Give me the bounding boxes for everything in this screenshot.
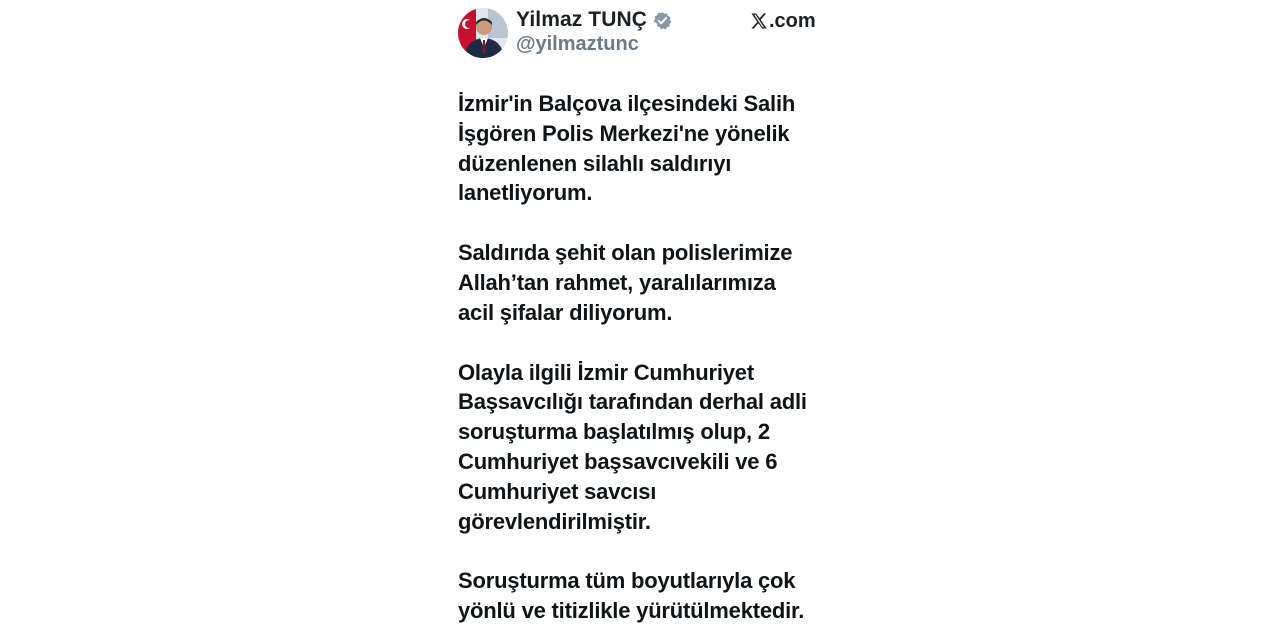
- post-body: [458, 89, 828, 640]
- post-paragraph-2: Saldırıda şehit olan polislerimize Allah’tan rahmet, yaralılarımıza acil şifalar diliyorum.: [458, 240, 793, 325]
- brand-suffix: .com: [769, 9, 816, 32]
- post-card: [458, 0, 820, 640]
- brand-watermark: [750, 9, 816, 33]
- profile-photo-icon: [458, 8, 508, 58]
- post-header: [458, 0, 820, 62]
- post-paragraph-1: İzmir'in Balçova ilçesindeki Salih İşgören Polis Merkezi'ne yönelik düzenlenen silahlı saldırıyı lanetliyorum.: [458, 91, 796, 206]
- avatar[interactable]: [458, 8, 508, 58]
- x-logo-icon: [750, 12, 768, 30]
- author-handle[interactable]: @yilmaztunc: [516, 33, 639, 55]
- verified-badge-icon: [653, 11, 672, 30]
- name-row: [516, 6, 672, 34]
- post-paragraph-4: Soruşturma tüm boyutlarıyla çok yönlü ve titizlikle yürütülmektedir.: [458, 568, 805, 624]
- post-paragraph-3: Olayla ilgili İzmir Cumhuriyet Başsavcılığı tarafından derhal adli soruşturma başlatılmış olup, 2 Cumhuriyet başsavcıvekili ve 6 Cumhuriyet savcısı görevlendirilmiştir.: [458, 359, 807, 534]
- author-display-name[interactable]: Yilmaz TUNÇ: [516, 8, 648, 31]
